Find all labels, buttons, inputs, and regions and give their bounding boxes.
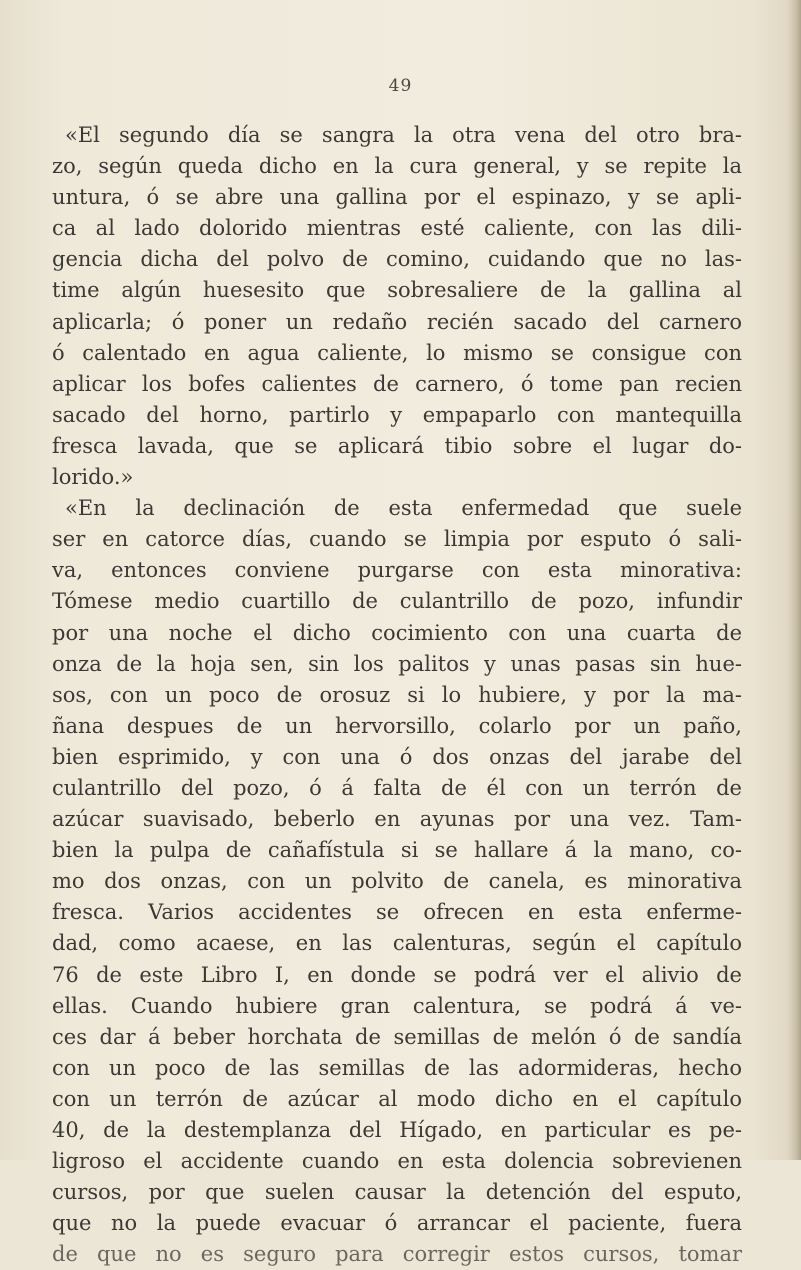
text-line: cursos, por que suelen causar la detención del esputo, (52, 1180, 742, 1205)
text-line: azúcar suavisado, beberlo en ayunas por una vez. Tam- (52, 807, 742, 832)
text-line: onza de la hoja sen, sin los palitos y unas pasas sin hue- (52, 651, 742, 676)
text-line: «En la declinación de esta enfermedad que suele (65, 496, 742, 521)
text-line: mo dos onzas, con un polvito de canela, es minorativa (52, 869, 742, 894)
text-line: que no la puede evacuar ó arrancar el paciente, fuera (52, 1211, 742, 1236)
text-line: time algún huesesito que sobresaliere de la gallina al (52, 278, 742, 303)
text-line: fresca. Varios accidentes se ofrecen en esta enferme- (52, 900, 742, 925)
text-line: lorido.» (52, 465, 134, 490)
text-line: sacado del horno, partirlo y empaparlo con mantequilla (52, 402, 742, 427)
text-line: ñana despues de un hervorsillo, colarlo por un paño, (52, 713, 742, 738)
page-number: 49 (388, 76, 413, 96)
text-line: de que no es seguro para corregir estos cursos, tomar (52, 1242, 742, 1267)
text-line: ó calentado en agua caliente, lo mismo se consigue con (52, 340, 742, 365)
text-line: culantrillo del pozo, ó á falta de él con un terrón de (52, 775, 742, 800)
body-text (52, 120, 742, 1270)
text-line: ellas. Cuando hubiere gran calentura, se podrá á ve- (52, 993, 742, 1018)
text-line: aplicar los bofes calientes de carnero, ó tome pan recien (52, 371, 742, 396)
text-line: bien esprimido, y con una ó dos onzas del jarabe del (52, 744, 742, 769)
text-line: gencia dicha del polvo de comino, cuidando que no las- (52, 247, 742, 272)
text-line: Tómese medio cuartillo de culantrillo de pozo, infundir (52, 589, 742, 614)
text-line: «El segundo día se sangra la otra vena del otro bra- (65, 123, 742, 147)
text-line: ca al lado dolorido mientras esté caliente, con las dili- (52, 216, 742, 241)
text-line: dad, como acaese, en las calenturas, según el capítulo (52, 931, 742, 956)
page-edge-shadow (787, 0, 801, 1160)
text-line: por una noche el dicho cocimiento con una cuarta de (52, 620, 742, 645)
text-line: aplicarla; ó poner un redaño recién sacado del carnero (52, 309, 742, 334)
text-line: untura, ó se abre una gallina por el espinazo, y se apli- (52, 185, 742, 210)
text-line: ligroso el accidente cuando en esta dolencia sobrevienen (52, 1149, 742, 1174)
text-line: con un poco de las semillas de las adormideras, hecho (52, 1055, 742, 1080)
text-line: zo, según queda dicho en la cura general, y se repite la (52, 154, 742, 179)
text-line: 40, de la destemplanza del Hígado, en particular es pe- (52, 1118, 742, 1142)
text-line: 76 de este Libro I, en donde se podrá ver el alivio de (52, 962, 742, 987)
text-line: ces dar á beber horchata de semillas de melón ó de sandía (52, 1024, 742, 1049)
text-line: con un terrón de azúcar al modo dicho en el capítulo (52, 1086, 742, 1111)
text-line: sos, con un poco de orosuz si lo hubiere, y por la ma- (52, 682, 742, 707)
text-line: fresca lavada, que se aplicará tibio sobre el lugar do- (52, 433, 742, 458)
text-line: ser en catorce días, cuando se limpia por esputo ó sali- (52, 527, 742, 552)
text-line: bien la pulpa de cañafístula si se hallare á la mano, co- (52, 838, 742, 863)
text-line: va, entonces conviene purgarse con esta minorativa: (52, 558, 742, 583)
